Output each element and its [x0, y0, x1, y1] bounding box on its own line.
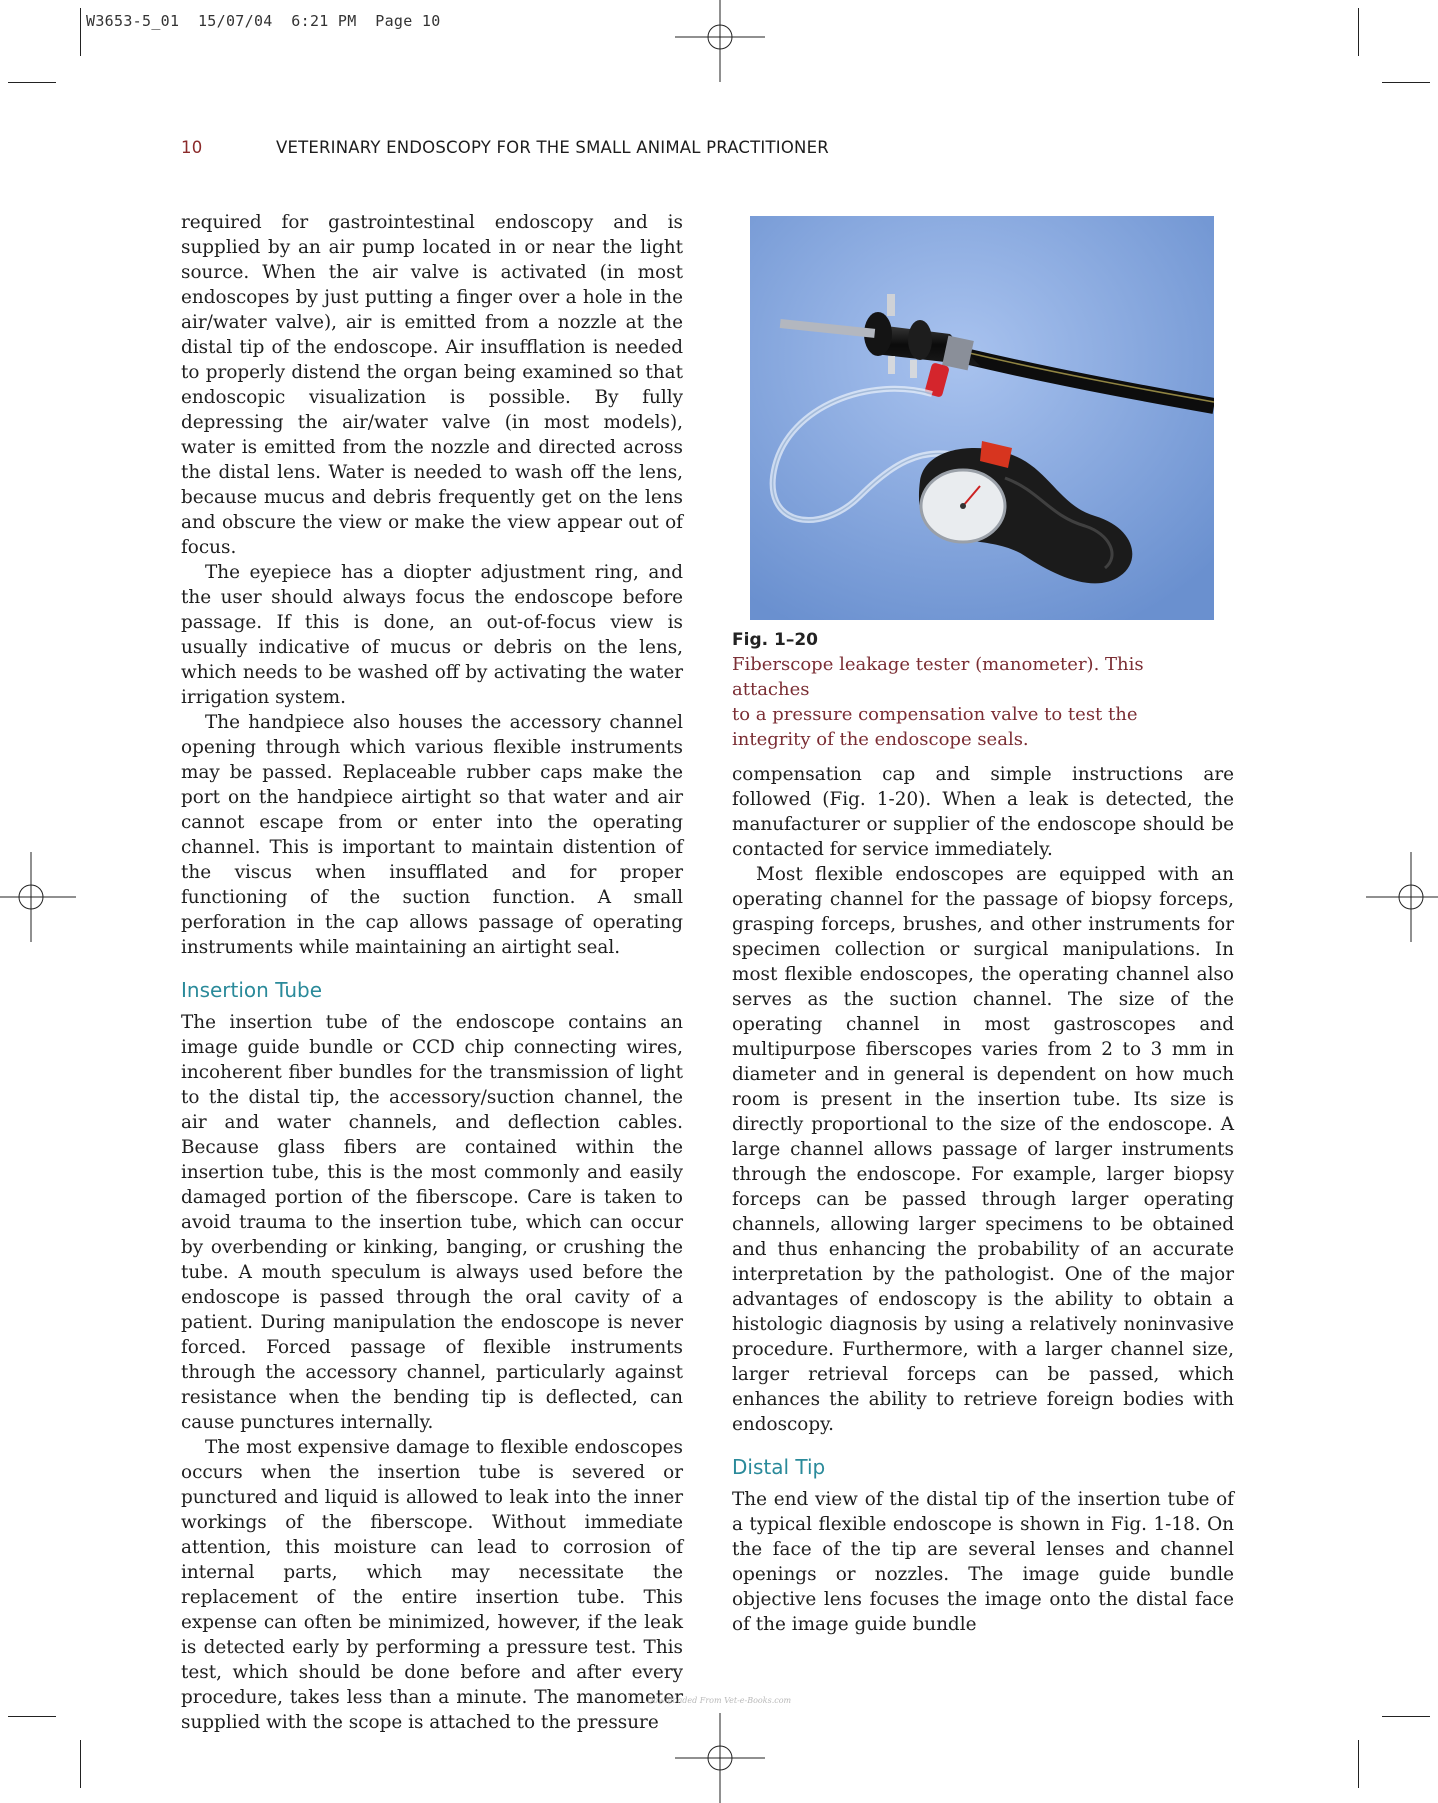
printer-slug: W3653-5_01 15/07/04 6:21 PM Page 10 — [86, 12, 441, 30]
crop-mark — [1358, 1740, 1359, 1788]
body-paragraph: The eyepiece has a diopter adjustment ring, and the user should always focus the endoscope before passage. If this is done, an out-of-focus view is usually indicative of mucus or debris on the lens, which needs to be washed off by activating the water irrigation system. — [181, 562, 683, 708]
caption-line: integrity of the endoscope seals. — [732, 729, 1029, 750]
registration-mark-icon — [1366, 852, 1438, 942]
figure-photo-manometer — [750, 216, 1214, 620]
section-heading-distal-tip: Distal Tip — [732, 1455, 826, 1479]
figure-label: Fig. 1–20 — [732, 630, 818, 650]
body-paragraph: The insertion tube of the endoscope contains an image guide bundle or CCD chip connecting wires, incoherent fiber bundles for the transmission of light to the distal tip, the accessory/suction channel, the air and water channels, and deflection cables. Because glass fibers are contained within the insertion tube, this is the most commonly and easily damaged portion of the fiberscope. Care is taken to avoid trauma to the insertion tube, which can occur by overbending or kinking, banging, or crushing the tube. A mouth speculum is always used before the endoscope is passed through the oral cavity of a patient. During manipulation the endoscope is never forced. Forced passage of flexible instruments through the accessory channel, particularly against resistance when the bending tip is deflected, can cause punctures internally. — [181, 1012, 683, 1433]
crop-mark — [80, 1740, 81, 1788]
body-paragraph: The most expensive damage to flexible endoscopes occurs when the insertion tube is severed or punctured and liquid is allowed to leak into the inner workings of the fiberscope. Without immediate attention, this moisture can lead to corrosion of internal parts, which may necessitate the replacement of the entire insertion tube. This expense can often be minimized, however, if the leak is detected early by performing a pressure test. This test, which should be done before and after every procedure, takes less than a minute. The manometer supplied with the scope is attached to the pressure — [181, 1437, 683, 1733]
body-paragraph: The end view of the distal tip of the insertion tube of a typical flexible endoscope is shown in Fig. 1-18. On the face of the tip are several lenses and channel openings or nozzles. The image guide bundle objective lens focuses the image onto the distal face of the image guide bundle — [732, 1489, 1234, 1635]
crop-mark — [1382, 1716, 1430, 1717]
registration-mark-icon — [0, 852, 76, 942]
registration-mark-icon — [675, 0, 765, 82]
crop-mark — [80, 8, 81, 56]
section-heading-insertion-tube: Insertion Tube — [181, 978, 323, 1002]
body-paragraph: required for gastrointestinal endoscopy and is supplied by an air pump located in or near the light source. When the air valve is activated (in most endoscopes by just putting a finger over a hole in the air/water valve), air is emitted from a nozzle at the distal tip of the endoscope. Air insufflation is needed to properly distend the organ being examined so that endoscopic visualization is possible. By fully depressing the air/water valve (in most models), water is emitted from the nozzle and directed across the distal lens. Water is needed to wash off the lens, because mucus and debris frequently get on the lens and obscure the view or make the view appear out of focus. — [181, 212, 683, 558]
crop-mark — [8, 82, 56, 83]
right-column — [732, 762, 1234, 1637]
crop-mark — [1382, 82, 1430, 83]
download-watermark: Downloaded From Vet-e-Books.com — [646, 1696, 792, 1705]
body-paragraph: compensation cap and simple instructions are followed (Fig. 1-20). When a leak is detected, the manufacturer or supplier of the endoscope should be contacted for service immediately. — [732, 764, 1234, 860]
caption-line: to a pressure compensation valve to test the — [732, 704, 1138, 725]
running-head — [181, 138, 829, 157]
page-number: 10 — [181, 138, 203, 157]
figure-caption — [732, 652, 1202, 752]
figure — [732, 216, 1234, 752]
crop-mark — [8, 1716, 56, 1717]
left-column — [181, 210, 683, 1735]
registration-mark-icon — [675, 1713, 765, 1803]
body-paragraph: The handpiece also houses the accessory channel opening through which various flexible instruments may be passed. Replaceable rubber caps make the port on the handpiece airtight so that water and air cannot escape from or enter into the operating channel. This is important to maintain distention of the viscus when insufflated and for proper functioning of the suction function. A small perforation in the cap allows passage of operating instruments while maintaining an airtight seal. — [181, 712, 683, 958]
crop-mark — [1358, 8, 1359, 56]
body-paragraph: Most flexible endoscopes are equipped with an operating channel for the passage of biopsy forceps, grasping forceps, brushes, and other instruments for specimen collection or surgical manipulations. In most flexible endoscopes, the operating channel also serves as the suction channel. The size of the operating channel in most gastroscopes and multipurpose fiberscopes varies from 2 to 3 mm in diameter and in general is dependent on how much room is present in the insertion tube. Its size is directly proportional to the size of the endoscope. A large channel allows passage of larger instruments through the endoscope. For example, larger biopsy forceps can be passed through larger operating channels, allowing larger specimens to be obtained and thus enhancing the probability of an accurate interpretation by the pathologist. One of the major advantages of endoscopy is the ability to obtain a histologic diagnosis by using a relatively noninvasive procedure. Furthermore, with a larger channel size, larger retrieval forceps can be passed, which enhances the ability to retrieve foreign bodies with endoscopy. — [732, 864, 1234, 1435]
running-title: VETERINARY ENDOSCOPY FOR THE SMALL ANIMAL PRACTITIONER — [276, 138, 829, 157]
caption-line: Fiberscope leakage tester (manometer). This attaches — [732, 654, 1144, 700]
